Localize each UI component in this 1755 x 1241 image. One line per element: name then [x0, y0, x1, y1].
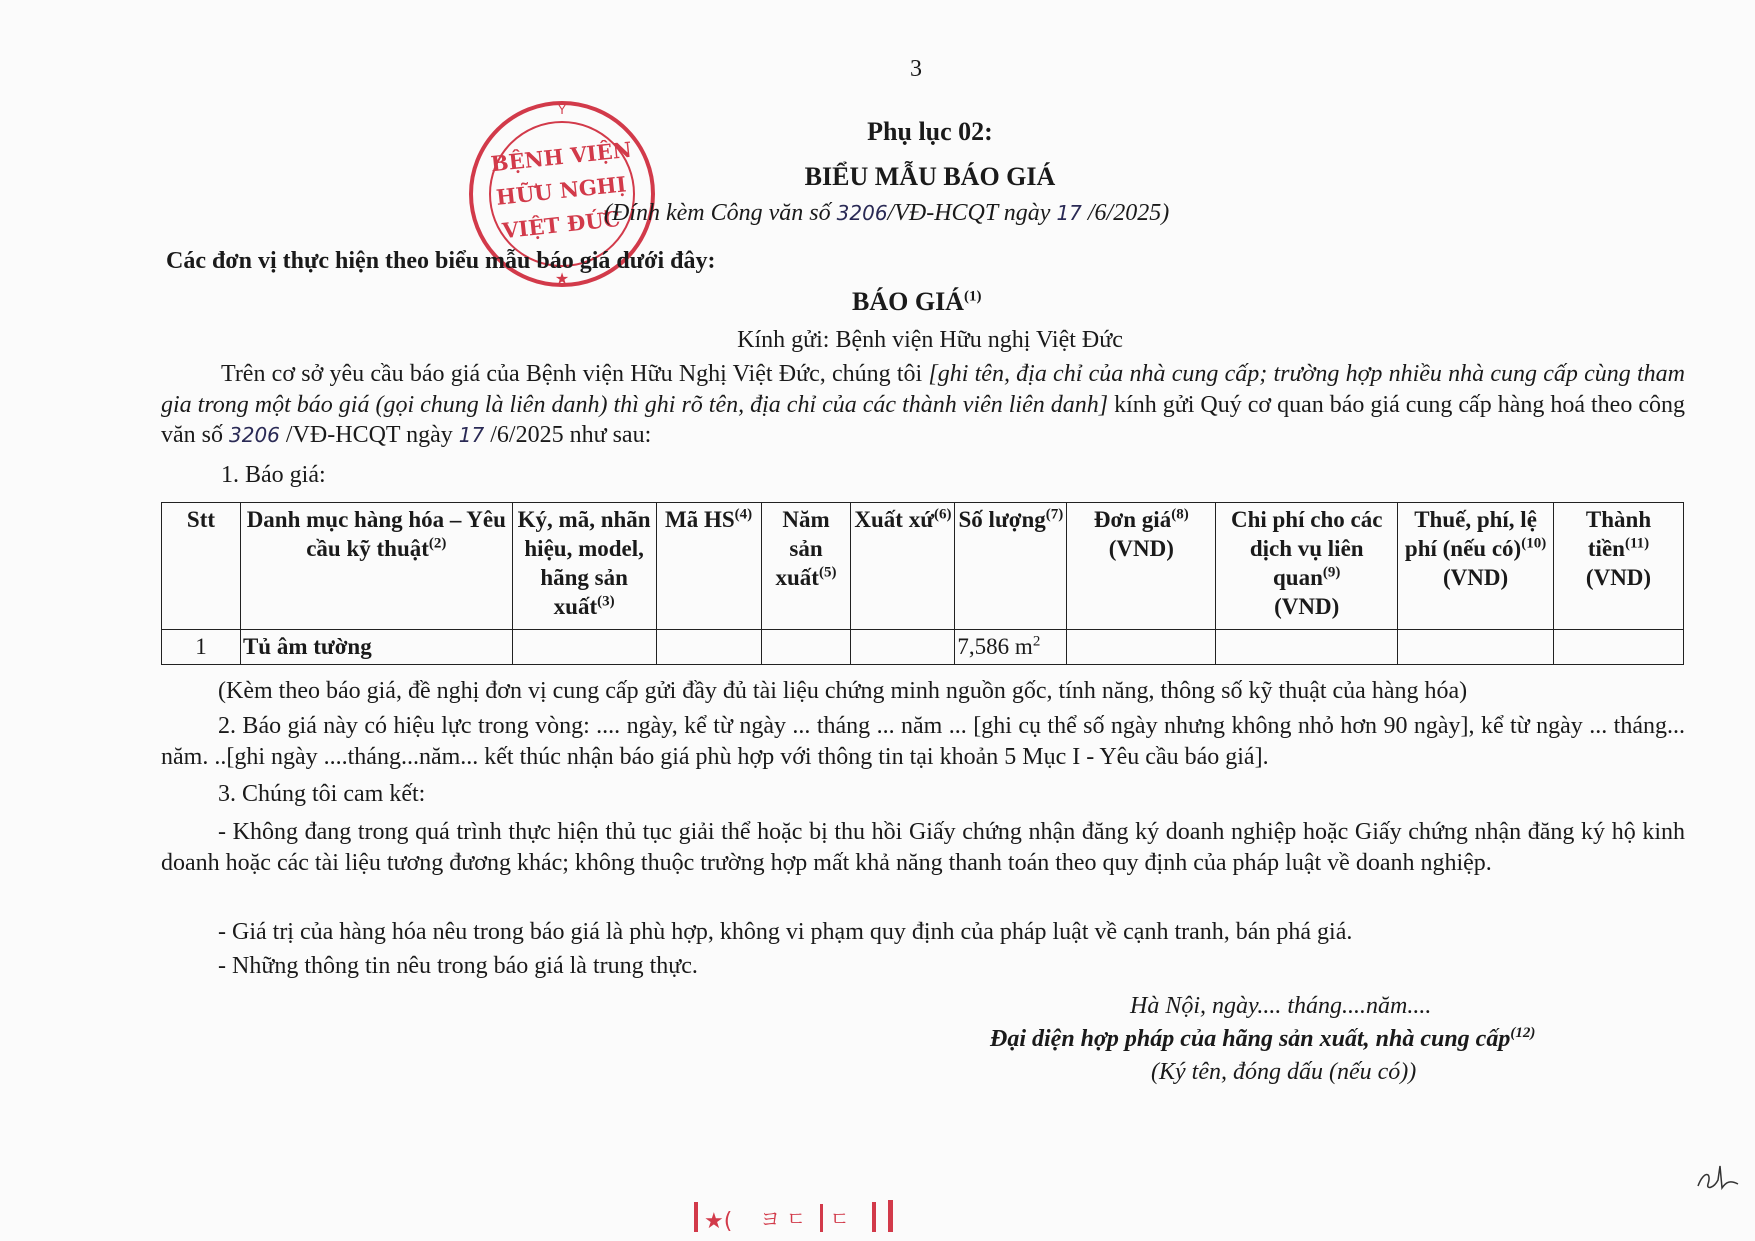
intro-instruction: Các đơn vị thực hiện theo biểu mẫu báo giá dưới đây:: [166, 248, 716, 274]
svg-text:★: ★: [554, 269, 570, 288]
handwritten-doc-number-2: 3206: [229, 423, 280, 447]
col-quantity: Số lượng$^{(7)}$: [955, 503, 1067, 630]
col-origin: Xuất xứ$^{(6)}$: [851, 503, 955, 630]
cell-quantity: 7,586 $m^2$: [955, 630, 1067, 665]
validity-section: 2. Báo giá này có hiệu lực trong vòng: .... ngày, kể từ ngày ... tháng ... năm ... [ghi cụ thể số ngày nhưng không nhỏ hơn 90 ngày], kể từ ngày ... tháng... năm. ..[ghi ngày ....tháng...năm... kết thúc nhận báo giá phù hợp với thông tin tại khoản 5 Mục I - Yêu cầu báo giá].: [161, 713, 1685, 770]
signature-note: (Ký tên, đóng dấu (nếu có)): [1151, 1059, 1417, 1085]
seal-line-1: BỆNH VIỆN: [489, 136, 633, 177]
svg-text:Y: Y: [558, 103, 566, 117]
appendix-label: Phụ lục 02:: [867, 117, 993, 146]
col-brand: Ký, mã, nhãn hiệu, model, hãng sản xuất$^{(3)}$: [512, 503, 656, 630]
commitment-1: - Không đang trong quá trình thực hiện thủ tục giải thể hoặc bị thu hồi Giấy chứng nhận đăng ký doanh nghiệp hoặc Giấy chứng nhận đăng ký hộ kinh doanh hoặc các tài liệu tương đương khác; không thuộc trường hợp mất khả năng thanh toán theo quy định của pháp luật về doanh nghiệp.: [161, 819, 1685, 876]
cell-tax: [1398, 630, 1554, 665]
section-3-heading: 3. Chúng tôi cam kết:: [218, 781, 426, 807]
cell-item: Tủ âm tường: [240, 630, 512, 665]
cell-stt: 1: [162, 630, 241, 665]
initials-signature: [1690, 1150, 1750, 1200]
cell-year: [761, 630, 851, 665]
cell-unit-price: [1067, 630, 1216, 665]
svg-text:★(: ★(: [704, 1209, 733, 1234]
col-unit-price: Đơn giá$^{(8)}$ (VND): [1067, 503, 1216, 630]
commitment-2: - Giá trị của hàng hóa nêu trong báo giá là phù hợp, không vi phạm quy định của pháp luật về cạnh tranh, bán phá giá.: [218, 919, 1353, 945]
handwritten-doc-number: 3206: [836, 201, 888, 225]
partial-seal-bottom: [690, 1190, 910, 1240]
col-tax: Thuế, phí, lệ phí (nếu có)$^{(10)}$ (VND): [1398, 503, 1554, 630]
quote-table: [161, 502, 1684, 665]
col-item: Danh mục hàng hóa – Yêu cầu kỹ thuật$^{(2)}$: [240, 503, 512, 630]
col-total: Thành tiền$^{(11)}$ (VND): [1554, 503, 1684, 630]
col-hs-code: Mã HS$^{(4)}$: [656, 503, 761, 630]
quote-title: BÁO GIÁ$^{(1)}$: [852, 287, 982, 316]
cell-service-cost: [1216, 630, 1398, 665]
commitment-3: - Những thông tin nêu trong báo giá là trung thực.: [218, 953, 698, 979]
cell-hs-code: [656, 630, 761, 665]
col-year: Năm sản xuất$^{(5)}$: [761, 503, 851, 630]
place-date: Hà Nội, ngày.... tháng....năm....: [1130, 993, 1432, 1019]
attachment-line: (Đính kèm Công văn số 3206/VĐ-HCQT ngày 17 /6/2025): [604, 200, 1170, 226]
section-1-heading: 1. Báo giá:: [221, 462, 326, 488]
seal-line-3: VIỆT ĐỨC: [501, 205, 622, 244]
form-title: BIỂU MẪU BÁO GIÁ: [804, 162, 1056, 191]
recipient-line: Kính gửi: Bệnh viện Hữu nghị Việt Đức: [737, 327, 1123, 353]
cell-origin: [851, 630, 955, 665]
col-service-cost: Chi phí cho các dịch vụ liên quan$^{(9)}$ (VND): [1216, 503, 1398, 630]
svg-text:ヨ ㄷ: ヨ ㄷ: [760, 1207, 806, 1231]
seal-line-2: HỮU NGHỊ: [494, 171, 628, 210]
handwritten-day: 17: [1056, 201, 1082, 225]
cell-total: [1554, 630, 1684, 665]
quote-body: Trên cơ sở yêu cầu báo giá của Bệnh viện Hữu Nghị Việt Đức, chúng tôi [ghi tên, địa chỉ của nhà cung cấp; trường hợp nhiều nhà cung cấp cùng tham gia trong một báo giá (gọi chung là liên danh) thì ghi rõ tên, địa chỉ của các thành viên liên danh] kính gửi Quý cơ quan báo giá cung cấp hàng hoá theo công văn số 3206 /VĐ-HCQT ngày 17 /6/2025 như sau:: [161, 361, 1685, 448]
svg-text:ㄷ: ㄷ: [830, 1207, 850, 1231]
handwritten-day-2: 17: [458, 423, 485, 447]
representative-title: Đại diện hợp pháp của hãng sản xuất, nhà cung cấp$^{(12)}$: [990, 1025, 1536, 1052]
attachment-note: (Kèm theo báo giá, đề nghị đơn vị cung cấp gửi đầy đủ tài liệu chứng minh nguồn gốc, tính năng, thông số kỹ thuật của hàng hóa): [218, 678, 1468, 704]
page-number: 3: [910, 56, 922, 82]
col-stt: Stt: [162, 503, 241, 630]
cell-brand: [512, 630, 656, 665]
table-row: [162, 630, 1684, 665]
table-header-row: [162, 503, 1684, 630]
